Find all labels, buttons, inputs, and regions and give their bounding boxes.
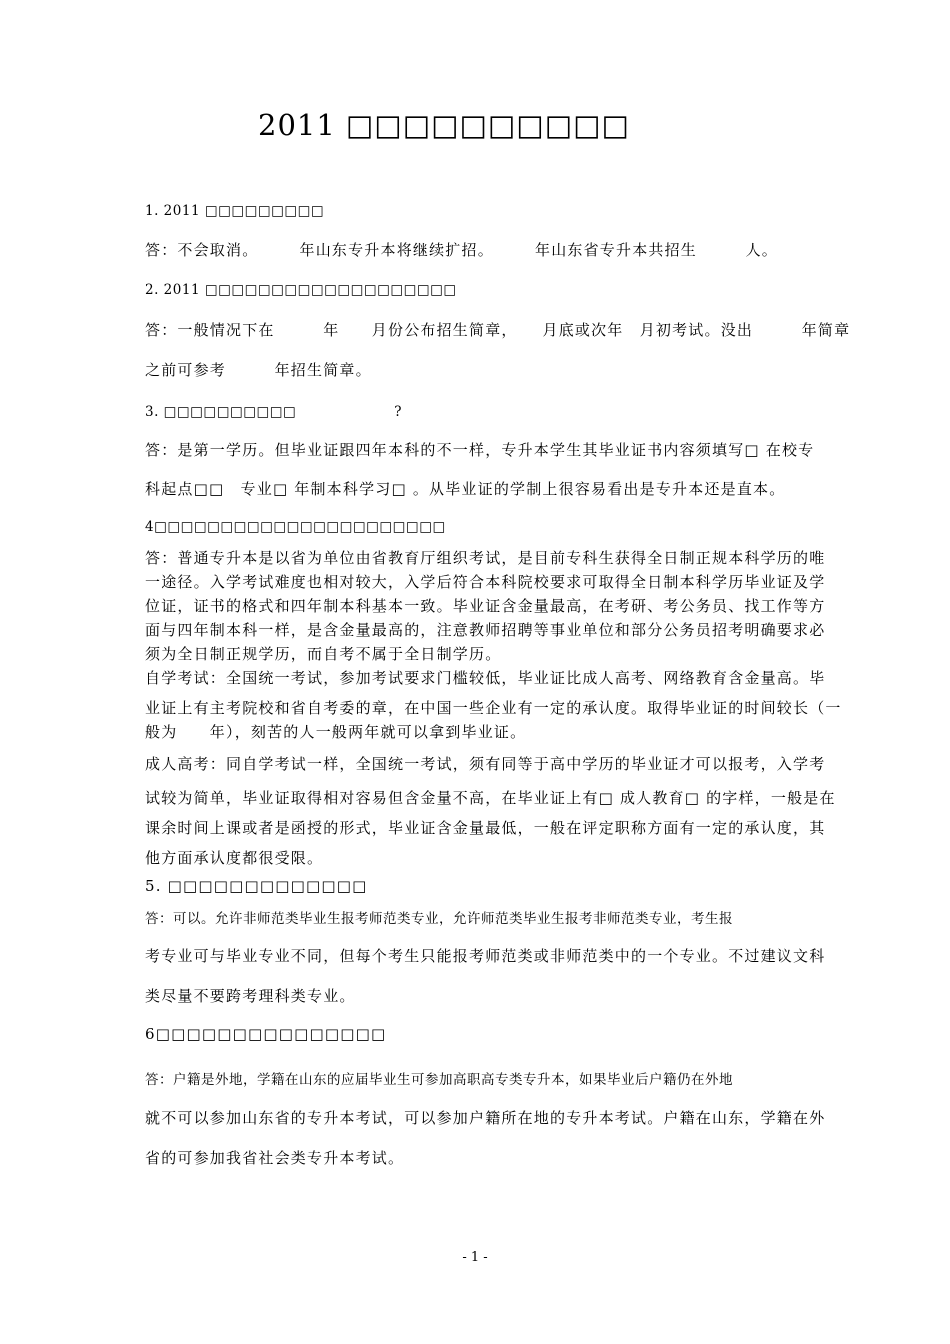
answer-line: 位证，证书的格式和四年制本科基本一致。毕业证含金量最高，在考研、考公务员、找工作等方 <box>145 597 826 615</box>
answer-line: 答：普通专升本是以省为单位由省教育厅组织考试，是目前专科生获得全日制正规本科学历的唯 <box>145 549 826 567</box>
question-5: 答：可以。允许非师范类毕业生报考师范类专业，允许师范类毕业生报考非师范类专业，考生报 <box>145 911 733 927</box>
answer-line: 试较为简单，毕业证取得相对容易但含金量不高，在毕业证上有□ 成人教育□ 的字样，一般是在 <box>145 789 836 807</box>
answer-line: 科起点□□ 专业□ 年制本科学习□ 。从毕业证的学制上很容易看出是专升本还是直本。 <box>145 480 786 498</box>
answer-line: 答：是第一学历。但毕业证跟四年本科的不一样，专升本学生其毕业证书内容须填写□ 在校专 <box>145 441 815 459</box>
answer-line: 5. □□□□□□□□□□□□□ <box>145 877 368 895</box>
answer-line: 课余时间上课或者是函授的形式，毕业证含金量最低，一般在评定职称方面有一定的承认度，其 <box>145 819 826 837</box>
answer-line: 般为 年），刻苦的人一般两年就可以拿到毕业证。 <box>145 723 527 741</box>
answer-line: 须为全日制正规学历，而自考不属于全日制学历。 <box>145 645 502 663</box>
answer-line: 业证上有主考院校和省自考委的章，在中国一些企业有一定的承认度。取得毕业证的时间较长（一 <box>145 699 842 717</box>
answer-line: 之前可参考 年招生简章。 <box>145 361 372 379</box>
answer-line: 就不可以参加山东省的专升本考试，可以参加户籍所在地的专升本考试。户籍在山东，学籍在外 <box>145 1109 826 1127</box>
answer-line: 自学考试：全国统一考试，参加考试要求门槛较低，毕业证比成人高考、网络教育含金量高。毕 <box>145 669 826 687</box>
document-title: 2011 □□□□□□□□□□ <box>258 108 631 142</box>
question-2: 2. 2011 □□□□□□□□□□□□□□□□□□□ <box>145 282 457 298</box>
answer-line: 答：不会取消。 年山东专升本将继续扩招。 年山东省专升本共招生 人。 <box>145 241 779 259</box>
answer-line: 省的可参加我省社会类专升本考试。 <box>145 1149 405 1167</box>
answer-line: 一途径。入学考试难度也相对较大，入学后符合本科院校要求可取得全日制本科学历毕业证及学 <box>145 573 826 591</box>
question-1: 1. 2011 □□□□□□□□□ <box>145 203 325 219</box>
question-4: 4□□□□□□□□□□□□□□□□□□□□□□ <box>145 519 446 535</box>
question-3: 3. □□□□□□□□□□ ? <box>145 404 402 420</box>
answer-line: 6□□□□□□□□□□□□□□□ <box>145 1025 387 1043</box>
answer-line: 类尽量不要跨考理科类专业。 <box>145 987 356 1005</box>
answer-line: 他方面承认度都很受限。 <box>145 849 324 867</box>
answer-line: 成人高考：同自学考试一样，全国统一考试，须有同等于高中学历的毕业证才可以报考，入学考 <box>145 755 826 773</box>
question-6: 答：户籍是外地，学籍在山东的应届毕业生可参加高职高专类专升本，如果毕业后户籍仍在外地 <box>145 1072 733 1088</box>
answer-line: 面与四年制本科一样，是含金量最高的，注意教师招聘等事业单位和部分公务员招考明确要求必 <box>145 621 826 639</box>
answer-line: 答：一般情况下在 年 月份公布招生简章， 月底或次年 月初考试。没出 年简章 <box>145 321 851 339</box>
page-number: - 1 - <box>462 1250 488 1265</box>
answer-line: 考专业可与毕业专业不同，但每个考生只能报考师范类或非师范类中的一个专业。不过建议文科 <box>145 947 826 965</box>
